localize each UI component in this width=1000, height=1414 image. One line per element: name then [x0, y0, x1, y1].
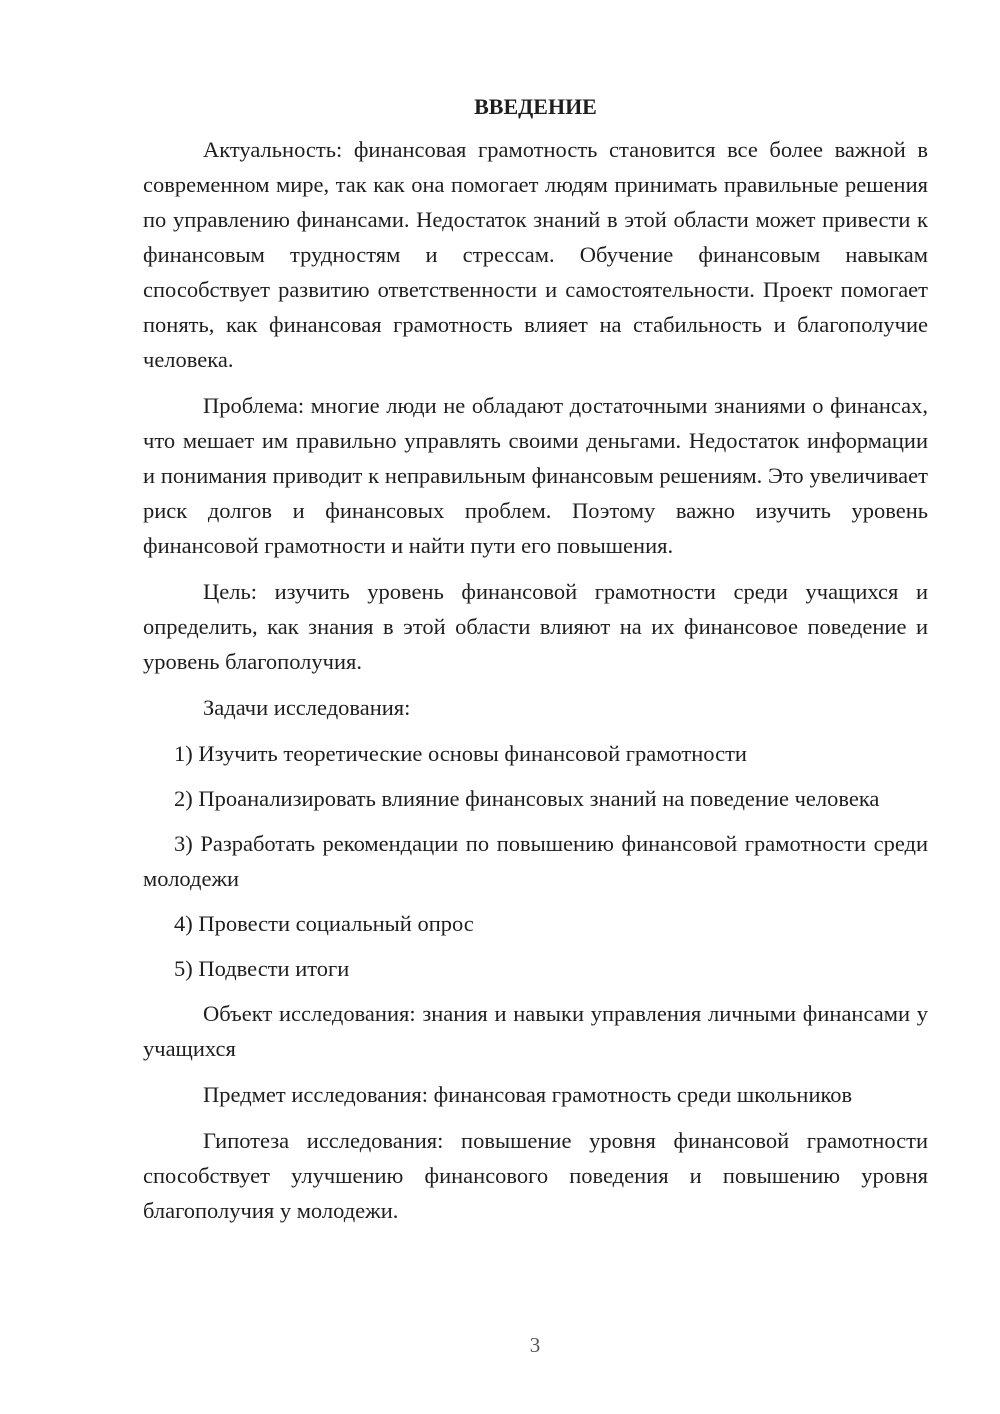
task-item: 1) Изучить теоретические основы финансовой грамотности	[174, 741, 747, 766]
page-title: ВВЕДЕНИЕ	[474, 94, 597, 119]
document-page	[143, 92, 928, 1239]
tasks-heading: Задачи исследования:	[203, 695, 411, 720]
tasks-list	[143, 736, 928, 986]
paragraph-subject: Предмет исследования: финансовая грамотность среди школьников	[203, 1082, 853, 1107]
task-item: 3) Разработать рекомендации по повышению финансовой грамотности среди молодежи	[143, 831, 928, 891]
page-number: 3	[529, 1333, 541, 1357]
paragraph-goal: Цель: изучить уровень финансовой грамотности среди учащихся и определить, как знания в этой области влияют на их финансовое поведение и уровень благополучия.	[143, 579, 928, 674]
paragraph-relevance: Актуальность: финансовая грамотность становится все более важной в современном мире, так как она помогает людям принимать правильные решения по управлению финансами. Недостаток знаний в этой области может привести к финансовым трудностям и стрессам. Обучение финансовым навыкам способствует развитию ответственности и самостоятельности. Проект помогает понять, как финансовая грамотность влияет на стабильность и благополучие человека.	[143, 137, 928, 372]
task-item: 5) Подвести итоги	[174, 956, 350, 981]
paragraph-problem: Проблема: многие люди не обладают достаточными знаниями о финансах, что мешает им правильно управлять своими деньгами. Недостаток информации и понимания приводит к неправильным финансовым решениям. Это увеличивает риск долгов и финансовых проблем. Поэтому важно изучить уровень финансовой грамотности и найти пути его повышения.	[143, 393, 928, 558]
task-item: 2) Проанализировать влияние финансовых знаний на поведение человека	[174, 786, 880, 811]
paragraph-hypothesis: Гипотеза исследования: повышение уровня финансовой грамотности способствует улучшению финансового поведения и повышению уровня благополучия у молодежи.	[143, 1128, 928, 1223]
task-item: 4) Провести социальный опрос	[174, 911, 474, 936]
paragraph-object: Объект исследования: знания и навыки управления личными финансами у учащихся	[143, 1001, 928, 1061]
